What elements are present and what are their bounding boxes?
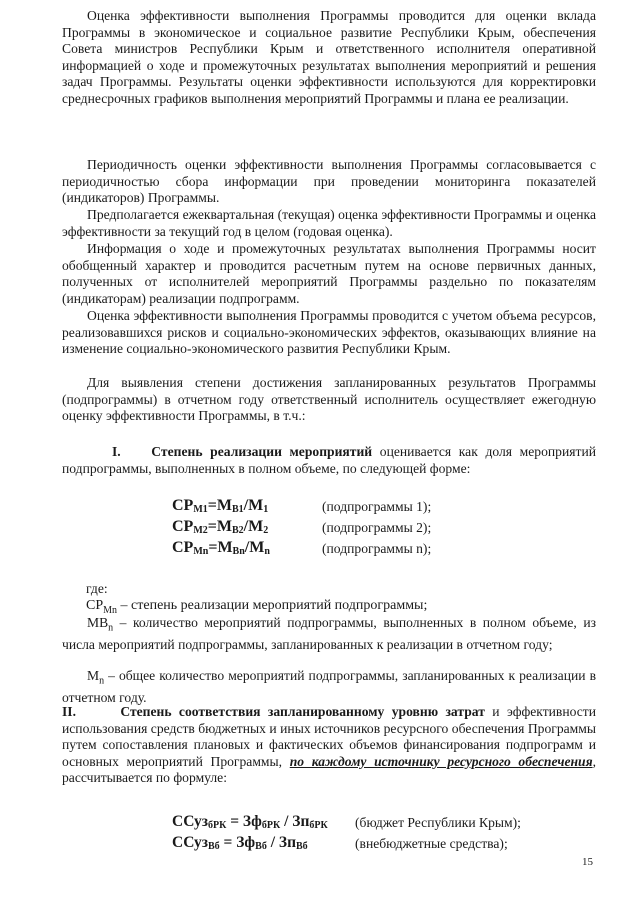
formula-note: (подпрограммы 1); [322,499,432,514]
section-1-heading [62,444,596,477]
formula-note: (подпрограммы n); [322,541,432,556]
page-number: 15 [582,856,593,868]
section-1-title: Степень реализации мероприятий [151,444,373,459]
section-2-text: и эффективности использования средств бюджетных и иных источников ресурсного обеспечения Программы путем сопоставления плановых и фактических объемов финансирования подпрограмм и основных мероприятий Программы, [62,704,596,769]
section-2-text-end: , рассчитывается по формуле: [62,753,597,786]
section-2-heading [62,704,596,787]
formula-note: (бюджет Республики Крым); [355,815,521,830]
paragraph-quarterly: Предполагается ежеквартальная (текущая) оценка эффективности Программы и оценка эффективности за текущий год в целом (годовая оценка). [62,207,596,239]
definition-mvn: $МВ_n$ – количество мероприятий подпрограммы, выполненных в полном объеме, из числа мероприятий подпрограммы, запланированных к реализации в отчетном году; [62,615,596,653]
paragraph-annual-evaluation: Для выявления степени достижения запланированных результатов Программы (подпрограммы) в отчетном году ответственный исполнитель осуществляет ежегодную оценку эффективности Программы, в т.ч.: [62,375,596,424]
paragraph-evaluation-purpose: Оценка эффективности выполнения Программы проводится для оценки вклада Программы в экономическое и социальное развитие Республики Крым, обеспечения Совета министров Республики Крым и ответственного исполнителя оперативной информацией о ходе и промежуточных результатах выполнения мероприятий и решения задач Программы. Результаты оценки эффективности используются для корректировки среднесрочных графиков выполнения мероприятий Программы и плана ее реализации. [62,8,596,106]
formula-expression: $СР_{M2}=M_{B2}/M_2$ [172,518,269,536]
section-2-title: Степень соответствия запланированному уровню затрат [120,704,485,719]
section-2-emphasis: по каждому источнику ресурсного обеспечения [289,753,593,769]
formula-note: (внебюджетные средства); [355,836,508,851]
formula-note: (подпрограммы 2); [322,520,432,535]
formula-expression: $СР_{M1}=M_{B1}/M_1$ [172,497,269,515]
formula-expression: ССуз$_{бРК}$ = $Зф_{бРК} / Зп_{бРК}$ [172,813,328,831]
paragraph-information: Информация о ходе и промежуточных результатах выполнения Программы носит обобщенный характер и проводится расчетным путем на основе первичных данных, полученных от исполнителей мероприятий Программы раздельно по показателям (индикаторам) реализации подпрограмм. [62,241,596,306]
formula-expression: ССуз$_{Вб}$ = $Зф_{Вб} / Зп_{Вб}$ [172,834,308,852]
paragraph-periodicity: Периодичность оценки эффективности выполнения Программы согласовывается с периодичностью сбора информации при проведении мониторинга показателей (индикаторов) Программы. [62,157,596,206]
paragraph-resources: Оценка эффективности выполнения Программы проводится с учетом объема ресурсов, реализовавшихся рисков и социально-экономических эффектов, оказывающих влияние на изменение социально-экономического развития Республики Крым. [62,308,596,357]
where-label: где: [86,581,108,596]
formula-expression: $СР_{Mn}=M_{Bn}/M_n$ [172,539,270,557]
section-1-text: оценивается как доля мероприятий подпрограммы, выполненных в полном объеме, по следующей форме: [62,444,596,476]
section-2-number: II. [62,704,76,719]
definition-mn: $М_n$ – общее количество мероприятий подпрограммы, запланированных к реализации в отчетном году. [62,668,596,706]
section-1-number: I. [112,444,121,459]
definition-srmn: $СР_{Mn}$ – степень реализации мероприятий подпрограммы; [86,598,428,616]
